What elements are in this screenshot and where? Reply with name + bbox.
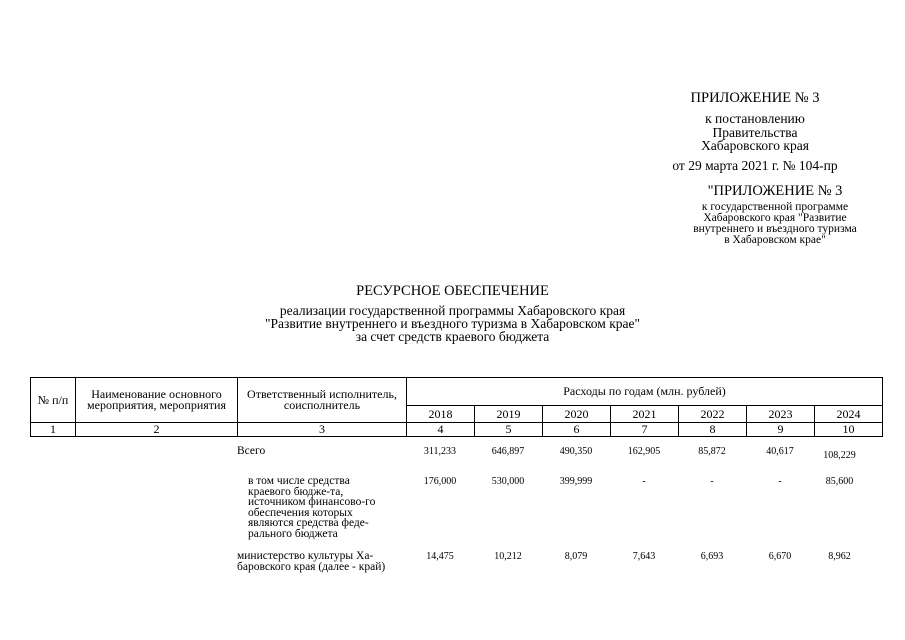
annex-prev-line: в Хабаровском крае" — [724, 234, 826, 246]
annex-prev-line: внутреннего и въездного туризма — [693, 223, 857, 235]
row-value: 108,229 — [823, 450, 856, 461]
header-expenses: Расходы по годам (млн. рублей) — [407, 378, 883, 406]
row-value: 8,079 — [564, 551, 588, 562]
row-value: 176,000 — [423, 476, 457, 487]
header-year: 2024 — [815, 406, 883, 423]
annex-prev-title: "ПРИЛОЖЕНИЕ № 3 — [707, 183, 843, 199]
annex-prev-line: к государственной программе — [701, 201, 849, 213]
row-value: 85,600 — [825, 476, 854, 487]
row-value: 6,693 — [700, 551, 724, 562]
annex-title: ПРИЛОЖЕНИЕ № 3 — [690, 90, 820, 106]
column-number: 1 — [31, 423, 76, 437]
row-value: - — [710, 476, 714, 487]
annex-prev-block — [660, 183, 890, 246]
column-number: 8 — [679, 423, 747, 437]
column-number: 2 — [76, 423, 238, 437]
row-label: в том числе средства краевого бюдже-та, источником финансово-го обеспечения которых являются средства феде-рального бюджета — [248, 475, 376, 540]
subtitle-line: за счет средств краевого бюджета — [355, 329, 550, 344]
annex-line: к постановлению — [705, 111, 805, 126]
row-value: 162,905 — [627, 446, 661, 457]
header-year: 2021 — [611, 406, 679, 423]
row-value: 6,670 — [768, 551, 792, 562]
subtitle-line: реализации государственной программы Хабаровского края — [279, 303, 626, 318]
subtitle-line: "Развитие внутреннего и въездного туризма в Хабаровском крае" — [264, 316, 641, 331]
annex-line: Правительства — [712, 124, 798, 140]
column-number: 5 — [475, 423, 543, 437]
header-year: 2018 — [407, 406, 475, 423]
header-year: 2023 — [747, 406, 815, 423]
column-number: 4 — [407, 423, 475, 437]
column-number: 9 — [747, 423, 815, 437]
row-value: 7,643 — [632, 551, 656, 562]
row-value: 646,897 — [491, 446, 525, 457]
annex-prev-line: Хабаровского края "Развитие — [703, 212, 847, 224]
annex-date: от 29 марта 2021 г. № 104-пр — [672, 157, 838, 173]
row-value: 10,212 — [494, 551, 522, 562]
row-value: 311,233 — [423, 446, 457, 457]
row-value: 8,962 — [828, 551, 851, 562]
row-value: - — [778, 476, 782, 487]
row-value: 530,000 — [491, 476, 525, 487]
header-year: 2019 — [475, 406, 543, 423]
row-value: 490,350 — [559, 446, 593, 457]
header-num: № п/п — [31, 378, 76, 423]
document-subtitle — [0, 304, 905, 343]
document-title: РЕСУРСНОЕ ОБЕСПЕЧЕНИЕ — [356, 283, 549, 299]
row-value: - — [642, 476, 646, 487]
row-label: министерство культуры Ха-баровского края (далее - край) — [237, 550, 386, 573]
header-year: 2022 — [679, 406, 747, 423]
row-value: 399,999 — [559, 476, 593, 487]
column-number: 7 — [611, 423, 679, 437]
annex-line: Хабаровского края — [701, 138, 809, 153]
annex-block — [640, 90, 870, 172]
column-number: 10 — [815, 423, 883, 437]
resource-table — [30, 377, 883, 437]
header-name: Наименование основного мероприятия, мероприятия — [76, 378, 238, 423]
column-number: 6 — [543, 423, 611, 437]
row-value: 85,872 — [698, 446, 726, 457]
header-year: 2020 — [543, 406, 611, 423]
row-value: 14,475 — [426, 551, 454, 562]
row-label: Всего — [237, 445, 266, 457]
column-number: 3 — [238, 423, 407, 437]
row-value: 40,617 — [766, 446, 794, 457]
header-responsible: Ответственный исполнитель, соисполнитель — [238, 378, 407, 423]
